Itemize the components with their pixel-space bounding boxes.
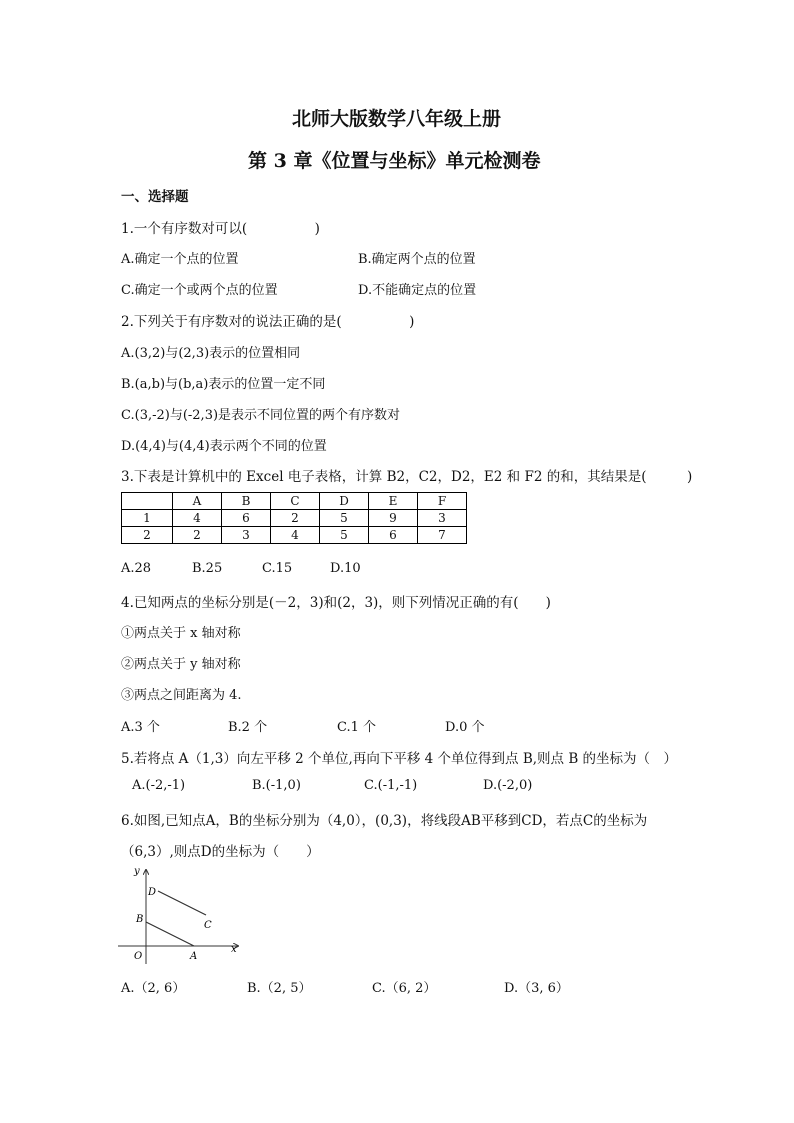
table-cell (122, 493, 173, 510)
option-b: B.(-1,0) (252, 778, 301, 793)
option-b: B.2 个 (228, 720, 268, 735)
table-row (122, 527, 467, 544)
point-d-label: D (148, 887, 157, 898)
option-a: A.28 (121, 561, 152, 576)
spreadsheet-table (121, 492, 467, 544)
table-cell: 2 (122, 527, 173, 544)
origin-label: O (134, 951, 143, 962)
table-cell: C (271, 493, 320, 510)
table-cell: 4 (173, 510, 222, 527)
option-c: C.(-1,-1) (364, 778, 418, 793)
question-stem-line-1: 6.如图,已知点A，B的坐标分别为（4,0），(0,3)，将线段AB平移到CD，若点C的坐标为 (121, 813, 648, 829)
table-cell: 3 (222, 527, 271, 544)
option-a: A.(-2,-1) (132, 778, 186, 793)
y-axis-label: y (134, 866, 140, 877)
option-b: B.确定两个点的位置 (358, 252, 476, 267)
option-d: D.10 (330, 561, 361, 576)
table-cell: 7 (418, 527, 467, 544)
segment-cd (158, 891, 206, 915)
option-d: D.（3, 6） (504, 981, 569, 996)
table-cell: 3 (418, 510, 467, 527)
option-c: C.1 个 (337, 720, 377, 735)
table-cell: 6 (369, 527, 418, 544)
table-cell: B (222, 493, 271, 510)
statement-2: ②两点关于 y 轴对称 (121, 657, 241, 672)
point-c-label: C (204, 920, 212, 931)
document-title: 北师大版数学八年级上册 (292, 108, 502, 130)
option-c: C.（6, 2） (372, 981, 437, 996)
question-stem: 5.若将点 A（1,3）向左平移 2 个单位,再向下平移 4 个单位得到点 B,则点 B 的坐标为（ ） (121, 751, 678, 767)
table-cell: 4 (271, 527, 320, 544)
statement-1: ①两点关于 x 轴对称 (121, 626, 241, 641)
statement-3: ③两点之间距离为 4. (121, 688, 242, 703)
option-c: C.(3,-2)与(-2,3)是表示不同位置的两个有序数对 (121, 408, 401, 423)
table-cell: 9 (369, 510, 418, 527)
x-axis-label: x (231, 944, 237, 955)
table-cell: 6 (222, 510, 271, 527)
option-b: B.25 (192, 561, 223, 576)
option-d: D.0 个 (445, 720, 485, 735)
table-cell: 5 (320, 527, 369, 544)
question-stem: 3.下表是计算机中的 Excel 电子表格，计算 B2，C2，D2，E2 和 F2 的和，其结果是( ) (121, 469, 693, 485)
question-stem: 1.一个有序数对可以( ) (121, 221, 320, 237)
point-a-label: A (190, 951, 198, 962)
segment-ab (146, 922, 194, 946)
option-b: B.（2, 5） (247, 981, 312, 996)
table-cell: D (320, 493, 369, 510)
coordinate-figure (112, 862, 252, 966)
document-subtitle: 第 3 章《位置与坐标》单元检测卷 (248, 150, 541, 172)
table-header-row (122, 493, 467, 510)
option-a: A.3 个 (121, 720, 160, 735)
option-a: A.（2, 6） (121, 981, 186, 996)
section-heading: 一、选择题 (121, 189, 189, 205)
question-stem: 4.已知两点的坐标分别是(－2，3)和(2，3)，则下列情况正确的有( ) (121, 595, 551, 611)
table-cell: 2 (271, 510, 320, 527)
option-d: D.(4,4)与(4,4)表示两个不同的位置 (121, 439, 327, 454)
table-cell: E (369, 493, 418, 510)
table-cell: 2 (173, 527, 222, 544)
option-a: A.确定一个点的位置 (121, 252, 239, 267)
point-b-label: B (136, 914, 144, 925)
question-stem-line-2: （6,3）,则点D的坐标为（ ） (121, 844, 320, 860)
table-cell: F (418, 493, 467, 510)
table-cell: 1 (122, 510, 173, 527)
option-d: D.(-2,0) (483, 778, 533, 793)
option-c: C.15 (262, 561, 293, 576)
option-b: B.(a,b)与(b,a)表示的位置一定不同 (121, 377, 326, 392)
option-c: C.确定一个或两个点的位置 (121, 283, 278, 298)
option-a: A.(3,2)与(2,3)表示的位置相同 (121, 346, 301, 361)
table-cell: A (173, 493, 222, 510)
option-d: D.不能确定点的位置 (358, 283, 477, 298)
table-cell: 5 (320, 510, 369, 527)
table-row (122, 510, 467, 527)
question-stem: 2.下列关于有序数对的说法正确的是( ) (121, 314, 415, 330)
